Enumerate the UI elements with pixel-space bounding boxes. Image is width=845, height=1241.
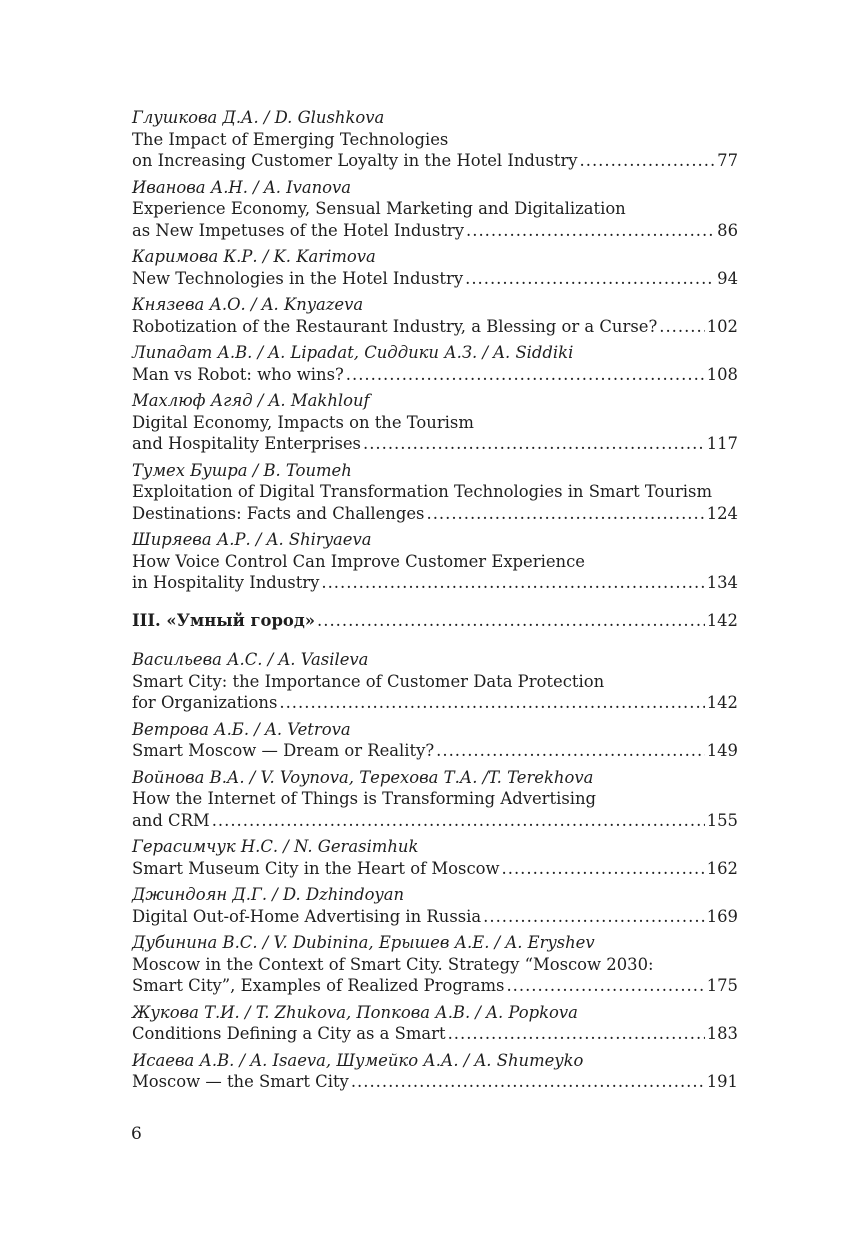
dot-leader	[580, 150, 716, 172]
entry-title-line: Smart City: the Importance of Customer Data Protection	[132, 671, 605, 691]
toc-entry[interactable]	[132, 719, 738, 762]
dot-leader	[279, 692, 704, 714]
page-number: 6	[131, 1124, 142, 1144]
dot-leader	[346, 364, 705, 386]
entry-title-text: Conditions Defining a City as a Smart	[132, 1024, 446, 1043]
toc-entry[interactable]	[132, 294, 738, 337]
entry-title-text: Destinations: Facts and Challenges	[132, 503, 425, 523]
entry-title-line: Digital Economy, Impacts on the Tourism	[132, 412, 474, 432]
entry-author: Герасимчук Н.С. / N. Gerasimhuk	[132, 837, 419, 856]
section-title: III. «Умный город»	[132, 610, 316, 630]
toc-entry[interactable]	[132, 1002, 738, 1045]
entry-title-text: in Hospitality Industry	[132, 573, 320, 592]
dot-leader	[502, 858, 705, 880]
entry-author: Исаева А.В. / A. Isaeva, Шумейко А.А. / A. Shumeyko	[132, 1050, 584, 1070]
entry-title-last-line	[132, 810, 738, 832]
entry-page-number: 149	[706, 741, 738, 760]
entry-title-text: Digital Out-of-Home Advertising in Russia	[132, 906, 482, 926]
entry-page-number: 183	[706, 1024, 738, 1043]
entry-page-number: 142	[706, 693, 738, 712]
entry-title-line: Exploitation of Digital Transformation Technologies in Smart Tourism	[132, 482, 712, 501]
toc-entry[interactable]	[132, 884, 738, 927]
entry-author: Тумех Бушра / B. Toumeh	[132, 460, 352, 480]
entry-author: Каримова К.Р. / K. Karimova	[132, 247, 376, 266]
dot-leader	[483, 906, 705, 928]
toc-group-1	[132, 107, 738, 594]
entry-title-line: Moscow in the Context of Smart City. Strategy “Moscow 2030:	[132, 954, 654, 974]
entry-title-last-line	[132, 364, 738, 386]
dot-leader	[506, 975, 704, 997]
entry-page-number: 94	[717, 268, 738, 288]
entry-author: Васильева А.С. / A. Vasileva	[132, 650, 369, 669]
entry-page-number: 169	[706, 906, 738, 926]
entry-title-last-line	[132, 433, 738, 455]
toc-section-heading[interactable]	[132, 610, 738, 632]
dot-leader	[212, 810, 705, 832]
entry-title-last-line	[132, 268, 738, 290]
entry-title-last-line	[132, 1071, 738, 1093]
entry-author: Липадат А.В. / A. Lipadat, Сиддики А.З. / A. Siddiki	[132, 343, 574, 362]
entry-author: Джиндоян Д.Г. / D. Dzhindoyan	[132, 885, 405, 904]
dot-leader	[321, 572, 704, 594]
entry-title-text: Man vs Robot: who wins?	[132, 364, 344, 384]
entry-title-text: and CRM	[132, 810, 210, 830]
entry-title-last-line	[132, 1023, 738, 1045]
entry-title-last-line	[132, 503, 738, 525]
entry-author: Князева А.О. / A. Knyazeva	[132, 295, 364, 314]
toc-entry[interactable]	[132, 649, 738, 714]
entry-title-last-line	[132, 692, 738, 714]
entry-page-number: 102	[706, 316, 738, 336]
entry-title-line: How Voice Control Can Improve Customer Experience	[132, 551, 585, 571]
entry-author: Ветрова А.Б. / A. Vetrova	[132, 719, 351, 739]
dot-leader	[351, 1071, 705, 1093]
entry-title-last-line	[132, 858, 738, 880]
dot-leader	[436, 740, 705, 762]
entry-title-last-line	[132, 740, 738, 762]
entry-title-text: for Organizations	[132, 693, 278, 712]
entry-title-line: How the Internet of Things is Transforming Advertising	[132, 789, 597, 808]
toc-entry[interactable]	[132, 107, 738, 172]
dot-leader	[363, 433, 705, 455]
dot-leader	[659, 316, 704, 338]
entry-title-text: as New Impetuses of the Hotel Industry	[132, 220, 465, 240]
entry-title-last-line	[132, 220, 738, 242]
entry-page-number: 108	[706, 364, 738, 384]
toc-entry[interactable]	[132, 836, 738, 879]
table-of-contents	[132, 107, 738, 1098]
entry-page-number: 117	[706, 434, 738, 453]
entry-title-text: Smart Moscow — Dream or Reality?	[132, 741, 435, 760]
entry-title-text: Moscow — the Smart City	[132, 1072, 349, 1091]
entry-author: Ширяева А.Р. / A. Shiryaeva	[132, 530, 372, 549]
entry-title-text: Smart City”, Examples of Realized Programs	[132, 976, 505, 995]
dot-leader	[466, 220, 715, 242]
toc-entry[interactable]	[132, 1050, 738, 1093]
section-page-number: 142	[706, 610, 738, 630]
entry-page-number: 162	[706, 858, 738, 878]
toc-entry[interactable]	[132, 342, 738, 385]
entry-title-line: Experience Economy, Sensual Marketing and Digitalization	[132, 199, 626, 218]
entry-page-number: 124	[706, 503, 738, 523]
entry-author: Иванова А.Н. / A. Ivanova	[132, 177, 352, 197]
entry-page-number: 191	[706, 1072, 738, 1091]
entry-title-last-line	[132, 316, 738, 338]
entry-title-text: Robotization of the Restaurant Industry, a Blessing or a Curse?	[132, 316, 658, 336]
entry-title-text: on Increasing Customer Loyalty in the Hotel Industry	[132, 151, 578, 170]
entry-title-last-line	[132, 906, 738, 928]
dot-leader	[465, 268, 715, 290]
toc-entry[interactable]	[132, 932, 738, 997]
toc-group-2	[132, 649, 738, 1093]
toc-entry[interactable]	[132, 246, 738, 289]
toc-entry[interactable]	[132, 767, 738, 832]
entry-title-last-line	[132, 975, 738, 997]
entry-title-text: and Hospitality Enterprises	[132, 434, 361, 453]
entry-title-last-line	[132, 572, 738, 594]
dot-leader	[426, 503, 704, 525]
entry-title-line: The Impact of Emerging Technologies	[132, 129, 449, 149]
entry-author: Махлюф Агяд / A. Makhlouf	[132, 391, 370, 410]
entry-page-number: 86	[717, 220, 738, 240]
entry-page-number: 155	[706, 810, 738, 830]
dot-leader	[317, 610, 705, 632]
toc-entry[interactable]	[132, 390, 738, 455]
dot-leader	[448, 1023, 705, 1045]
toc-entry[interactable]	[132, 529, 738, 594]
entry-author: Глушкова Д.А. / D. Glushkova	[132, 108, 385, 127]
entry-title-text: New Technologies in the Hotel Industry	[132, 268, 464, 288]
entry-author: Войнова В.А. / V. Voynova, Терехова Т.А. /T. Terekhova	[132, 767, 594, 787]
toc-entry[interactable]	[132, 460, 738, 525]
entry-page-number: 134	[706, 573, 738, 592]
entry-title-last-line	[132, 150, 738, 172]
entry-author: Жукова Т.И. / T. Zhukova, Попкова А.В. / A. Popkova	[132, 1002, 578, 1022]
entry-page-number: 175	[706, 976, 738, 995]
entry-title-text: Smart Museum City in the Heart of Moscow	[132, 858, 500, 878]
entry-author: Дубинина В.С. / V. Dubinina, Ерышев А.Е. / A. Eryshev	[132, 933, 595, 952]
entry-page-number: 77	[717, 151, 738, 170]
toc-entry[interactable]	[132, 177, 738, 242]
